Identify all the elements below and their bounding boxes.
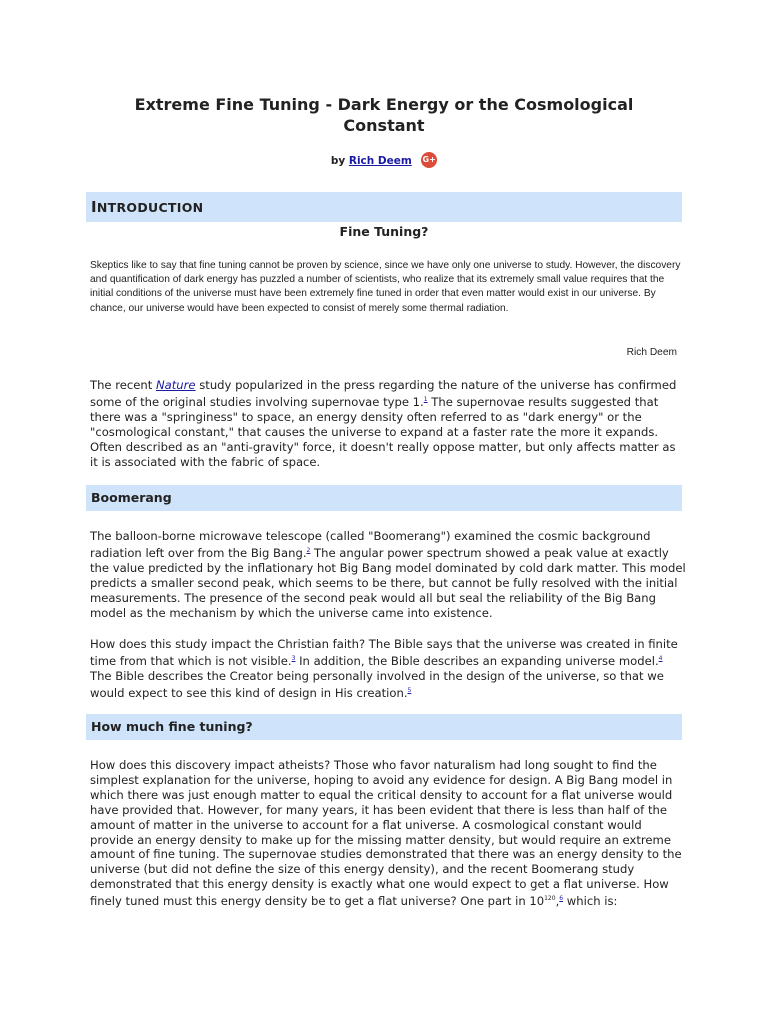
boomerang-paragraph-1	[90, 529, 686, 620]
intro-paragraph	[90, 378, 686, 469]
section-heading-boomerang: Boomerang	[86, 485, 682, 511]
text-run: In addition, the Bible describes an expanding universe model.	[295, 653, 659, 668]
text-run: The recent	[90, 378, 156, 392]
text-run: The angular power spectrum showed a peak value at exactly the value predicted by the inflationary hot Big Bang model dominated by cold dark matter. This model predicts a smaller second peak, which seems to be there, but cannot be fully resolved with the initial measurements. The presence of the second peak would all but seal the reliability of the Big Bang model as the mechanism by which the universe came into existence.	[90, 545, 686, 620]
footnote-link[interactable]: 4	[658, 654, 663, 662]
subtitle-fine-tuning: Fine Tuning?	[339, 224, 429, 239]
author-link[interactable]: Rich Deem	[348, 155, 412, 167]
nature-link[interactable]: Nature	[155, 378, 196, 392]
heading-rest: NTRODUCTION	[96, 200, 204, 215]
google-plus-icon[interactable]: G+	[421, 152, 437, 168]
article-title: Extreme Fine Tuning - Dark Energy or the Cosmological Constant	[134, 95, 634, 135]
quote-attribution: Rich Deem	[626, 347, 677, 358]
section-heading-introduction	[86, 192, 682, 222]
footnote-link[interactable]: 2	[306, 546, 311, 554]
section-heading-fine-tuning: How much fine tuning?	[86, 714, 682, 740]
text-run: How does this study impact the Christian faith? The Bible says that the universe was created in finite time from that which is not visible.	[90, 637, 678, 668]
text-run: The balloon-borne microwave telescope (called "Boomerang") examined the cosmic background radiation left over from the Big Bang.	[90, 529, 651, 560]
byline	[0, 152, 768, 168]
footnote-link[interactable]: 1	[423, 395, 428, 403]
text-run: The supernovae results suggested that there was a "springiness" to space, an energy density often referred to as "dark energy" or the "cosmological constant," that causes the universe to expand at a faster rate the more it expands. Often described as an "anti-gravity" force, it doesn't really oppose matter, but only affects matter as it is associated with the fabric of space.	[90, 394, 676, 469]
exponent: 120	[544, 895, 556, 903]
text-run: ,	[555, 894, 560, 909]
text-run: How does this discovery impact atheists? Those who favor naturalism had long sought to find the simplest explanation for the universe, hoping to avoid any evidence for design. A Big Bang model in which there was just enough matter to equal the critical density to account for a flat universe would have provided that. However, for many years, it has been evident that there is less than half of the amount of matter in the universe to account for a flat universe. A cosmological constant would provide an energy density to make up for the missing matter density, but would require an extreme amount of fine tuning. The supernovae studies demonstrated that there was an energy density to the universe (but did not define the size of this energy density), and the recent Boomerang study demonstrated that this energy density is exactly what one would expect to get a flat universe. How finely tuned must this energy density be to get a flat universe? One part in 10	[90, 758, 682, 909]
text-run: study popularized in the press regarding the nature of the universe has confirmed some of the original studies involving supernovae type 1.	[90, 378, 677, 409]
intro-quote: Skeptics like to say that fine tuning cannot be proven by science, since we have only one universe to study. However, the discovery and quantification of dark energy has puzzled a number of scientists, who realize that its extremely small value requires that the initial conditions of the universe must have been extremely fine tuned in order that even matter would exist in our universe. By chance, our universe would have been expected to consist of merely some thermal radiation.	[90, 260, 681, 314]
text-run: The Bible describes the Creator being personally involved in the design of the universe, so that we would expect to see this kind of design in His creation.	[90, 668, 664, 700]
text-run: which is:	[563, 894, 618, 909]
fine-tuning-paragraph	[90, 758, 686, 909]
footnote-link[interactable]: 3	[291, 654, 296, 662]
footnote-link[interactable]: 6	[559, 895, 564, 903]
byline-prefix: by	[330, 155, 346, 167]
footnote-link[interactable]: 5	[407, 686, 412, 694]
boomerang-paragraph-2	[90, 637, 686, 701]
heading-cap: I	[91, 198, 97, 216]
